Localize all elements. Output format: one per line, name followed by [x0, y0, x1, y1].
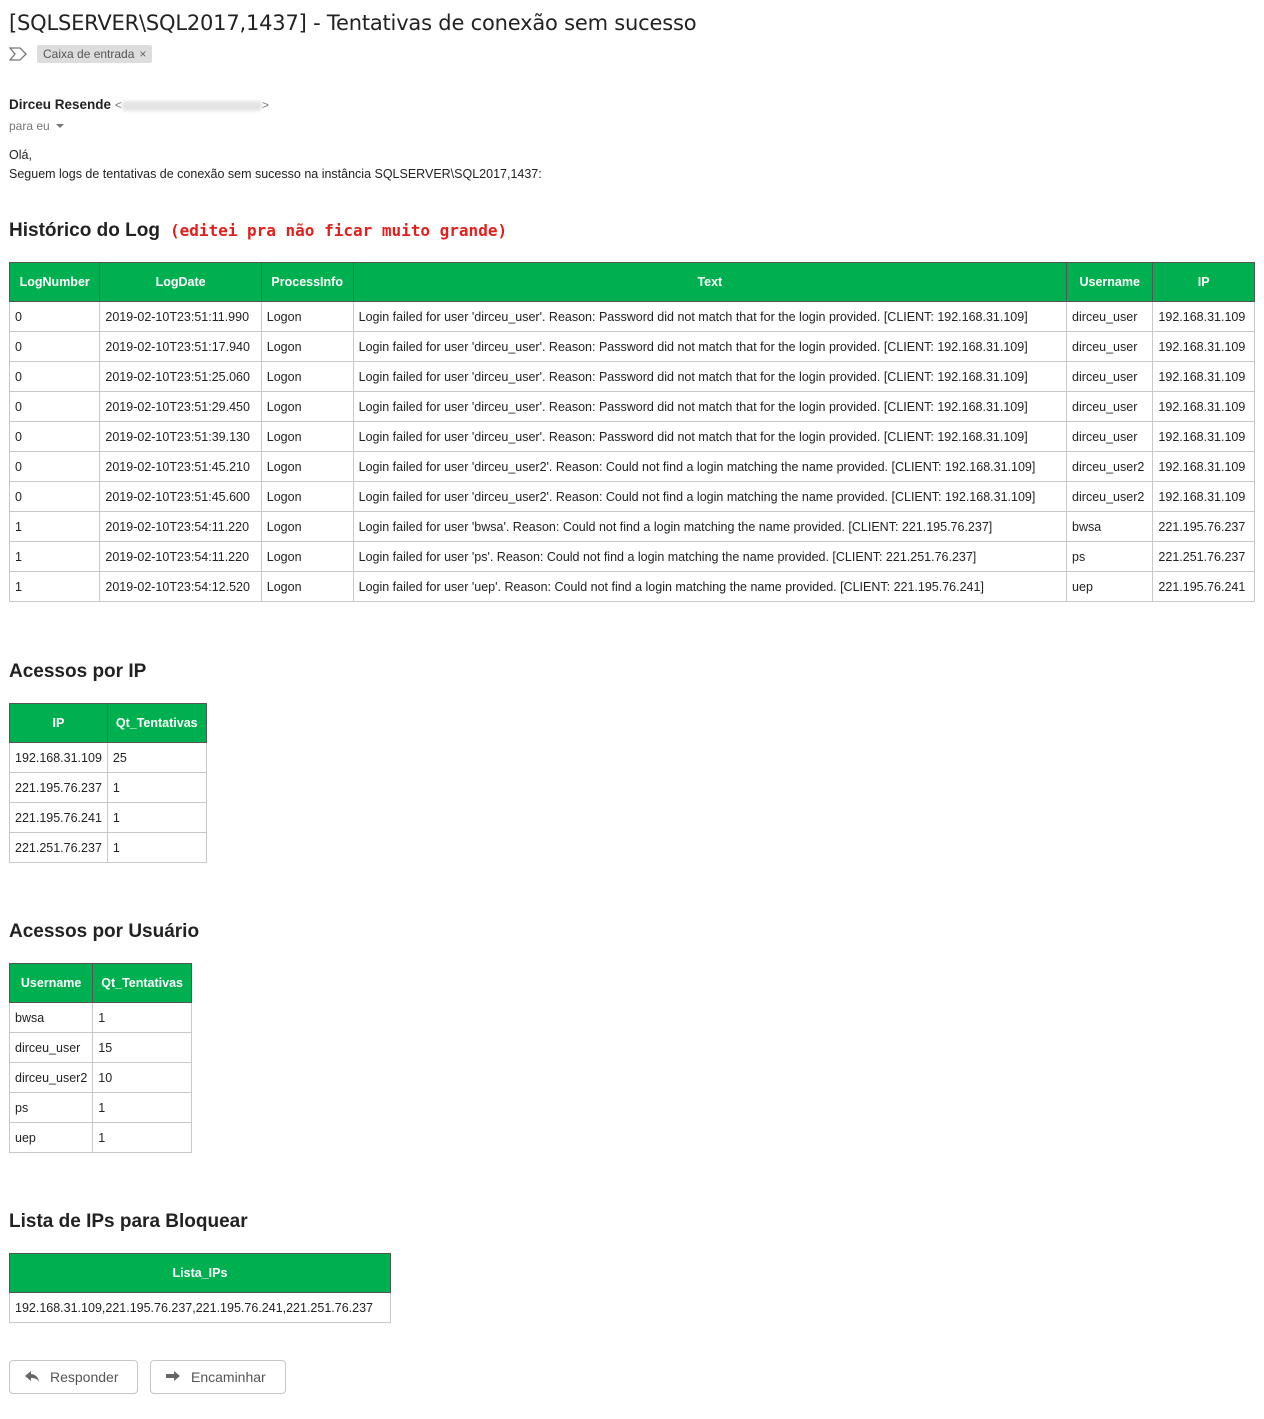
column-header: LogDate — [100, 263, 261, 302]
reply-icon — [24, 1368, 40, 1387]
table-cell: uep — [1067, 572, 1153, 602]
table-cell: Logon — [261, 512, 353, 542]
email-subject: [SQLSERVER\SQL2017,1437] - Tentativas de conexão sem sucesso — [9, 11, 697, 35]
intro-text: Seguem logs de tentativas de conexão sem sucesso na instância SQLSERVER\SQL2017,1437: — [9, 167, 542, 181]
table-cell: 2019-02-10T23:51:25.060 — [100, 362, 261, 392]
column-header: LogNumber — [10, 263, 100, 302]
importance-marker-icon[interactable] — [9, 47, 27, 61]
forward-icon — [165, 1368, 181, 1387]
table-cell: 2019-02-10T23:51:45.600 — [100, 482, 261, 512]
table-cell: 1 — [107, 833, 206, 863]
table-header-row — [10, 1254, 391, 1293]
table-cell: 0 — [10, 422, 100, 452]
table-row — [10, 512, 1255, 542]
column-header: Username — [1067, 263, 1153, 302]
recipient-line[interactable] — [9, 119, 64, 133]
reply-button[interactable] — [9, 1360, 138, 1394]
table-cell: Login failed for user 'uep'. Reason: Could not find a login matching the name provided. [CLIENT: 221.195.76.241] — [353, 572, 1066, 602]
table-cell: 192.168.31.109,221.195.76.237,221.195.76.241,221.251.76.237 — [10, 1293, 391, 1323]
table-cell: 221.251.76.237 — [10, 833, 108, 863]
table-cell: 192.168.31.109 — [1153, 302, 1255, 332]
table-cell: Login failed for user 'bwsa'. Reason: Could not find a login matching the name provided. [CLIENT: 221.195.76.237] — [353, 512, 1066, 542]
table-cell: 221.251.76.237 — [1153, 542, 1255, 572]
table-cell: 1 — [10, 512, 100, 542]
table-header-row — [10, 964, 192, 1003]
table-cell: Login failed for user 'dirceu_user'. Reason: Password did not match that for the login provided. [CLIENT: 192.168.31.109] — [353, 422, 1066, 452]
table-cell: dirceu_user — [1067, 422, 1153, 452]
column-header: Username — [10, 964, 93, 1003]
table-cell: dirceu_user2 — [1067, 482, 1153, 512]
sender-line — [9, 97, 269, 112]
table-cell: 221.195.76.237 — [1153, 512, 1255, 542]
table-cell: 192.168.31.109 — [1153, 452, 1255, 482]
table-cell: 221.195.76.241 — [1153, 572, 1255, 602]
table-cell: 2019-02-10T23:54:11.220 — [100, 512, 261, 542]
table-row — [10, 1003, 192, 1033]
table-cell: Logon — [261, 332, 353, 362]
table-cell: Login failed for user 'dirceu_user'. Reason: Password did not match that for the login provided. [CLIENT: 192.168.31.109] — [353, 362, 1066, 392]
table-cell: 0 — [10, 482, 100, 512]
log-title-text: Histórico do Log — [9, 220, 160, 241]
table-cell: 192.168.31.109 — [10, 743, 108, 773]
block-ip-table — [9, 1253, 391, 1323]
table-cell: dirceu_user2 — [10, 1063, 93, 1093]
table-cell: Login failed for user 'dirceu_user'. Reason: Password did not match that for the login provided. [CLIENT: 192.168.31.109] — [353, 332, 1066, 362]
table-row — [10, 833, 207, 863]
table-header-row — [10, 263, 1255, 302]
table-cell: 1 — [93, 1123, 192, 1153]
section-title-ip: Acessos por IP — [9, 661, 147, 682]
email-body-intro — [9, 146, 542, 184]
table-cell: 0 — [10, 452, 100, 482]
table-cell: 2019-02-10T23:54:11.220 — [100, 542, 261, 572]
table-cell: 1 — [93, 1093, 192, 1123]
ip-table — [9, 703, 207, 863]
forward-label: Encaminhar — [191, 1369, 266, 1385]
table-cell: uep — [10, 1123, 93, 1153]
table-cell: 2019-02-10T23:51:45.210 — [100, 452, 261, 482]
column-header: Qt_Tentativas — [93, 964, 192, 1003]
label-chip-inbox — [37, 45, 152, 63]
table-cell: 2019-02-10T23:51:17.940 — [100, 332, 261, 362]
table-row — [10, 1093, 192, 1123]
table-cell: Logon — [261, 362, 353, 392]
table-row — [10, 302, 1255, 332]
table-cell: dirceu_user2 — [1067, 452, 1153, 482]
table-cell: 192.168.31.109 — [1153, 422, 1255, 452]
table-row — [10, 1033, 192, 1063]
table-cell: 192.168.31.109 — [1153, 392, 1255, 422]
greeting-text: Olá, — [9, 148, 32, 162]
column-header: IP — [1153, 263, 1255, 302]
chevron-down-icon[interactable] — [56, 124, 64, 128]
table-cell: dirceu_user — [1067, 392, 1153, 422]
column-header: IP — [10, 704, 108, 743]
table-row — [10, 392, 1255, 422]
recipient-label: para eu — [9, 119, 50, 133]
table-cell: bwsa — [10, 1003, 93, 1033]
table-row — [10, 362, 1255, 392]
column-header: ProcessInfo — [261, 263, 353, 302]
table-cell: 2019-02-10T23:51:29.450 — [100, 392, 261, 422]
column-header: Text — [353, 263, 1066, 302]
table-cell: 10 — [93, 1063, 192, 1093]
table-cell: 2019-02-10T23:51:39.130 — [100, 422, 261, 452]
log-table — [9, 262, 1255, 602]
table-cell: Logon — [261, 572, 353, 602]
section-title-user: Acessos por Usuário — [9, 921, 200, 942]
table-header-row — [10, 704, 207, 743]
table-row — [10, 1123, 192, 1153]
table-cell: Logon — [261, 392, 353, 422]
table-row — [10, 332, 1255, 362]
table-cell: 1 — [93, 1003, 192, 1033]
table-cell: 0 — [10, 362, 100, 392]
table-cell: Login failed for user 'dirceu_user2'. Reason: Could not find a login matching the name provided. [CLIENT: 192.168.31.109] — [353, 452, 1066, 482]
table-cell: 1 — [107, 773, 206, 803]
table-cell: dirceu_user — [1067, 302, 1153, 332]
table-cell: 0 — [10, 392, 100, 422]
table-cell: 192.168.31.109 — [1153, 362, 1255, 392]
table-cell: Login failed for user 'ps'. Reason: Could not find a login matching the name provided. [CLIENT: 221.251.76.237] — [353, 542, 1066, 572]
table-row — [10, 482, 1255, 512]
table-row — [10, 452, 1255, 482]
sender-name: Dirceu Resende — [9, 97, 112, 112]
column-header: Lista_IPs — [10, 1254, 391, 1293]
table-cell: 1 — [10, 572, 100, 602]
table-cell: 0 — [10, 332, 100, 362]
table-cell: 221.195.76.237 — [10, 773, 108, 803]
table-cell: Logon — [261, 302, 353, 332]
redacted-email — [122, 101, 262, 111]
table-cell: dirceu_user — [1067, 332, 1153, 362]
table-row — [10, 1293, 391, 1323]
table-cell: 2019-02-10T23:54:12.520 — [100, 572, 261, 602]
sender-email: < > — [114, 98, 269, 112]
table-row — [10, 542, 1255, 572]
table-cell: Logon — [261, 482, 353, 512]
table-row — [10, 1063, 192, 1093]
table-cell: Logon — [261, 422, 353, 452]
table-cell: Logon — [261, 542, 353, 572]
table-row — [10, 803, 207, 833]
label-chip-text: Caixa de entrada — [43, 47, 135, 61]
table-cell: ps — [1067, 542, 1153, 572]
user-table — [9, 963, 192, 1153]
table-cell: Logon — [261, 452, 353, 482]
table-cell: 2019-02-10T23:51:11.990 — [100, 302, 261, 332]
reply-label: Responder — [50, 1369, 119, 1385]
table-row — [10, 773, 207, 803]
column-header: Qt_Tentativas — [107, 704, 206, 743]
forward-button[interactable] — [150, 1360, 286, 1394]
table-cell: 192.168.31.109 — [1153, 482, 1255, 512]
section-title-block: Lista de IPs para Bloquear — [9, 1211, 248, 1232]
table-cell: Login failed for user 'dirceu_user'. Reason: Password did not match that for the login provided. [CLIENT: 192.168.31.109] — [353, 392, 1066, 422]
table-cell: dirceu_user — [1067, 362, 1153, 392]
table-row — [10, 422, 1255, 452]
table-cell: bwsa — [1067, 512, 1153, 542]
table-row — [10, 743, 207, 773]
table-cell: 25 — [107, 743, 206, 773]
labels-row — [9, 45, 152, 63]
table-cell: 1 — [107, 803, 206, 833]
edit-note: (editei pra não ficar muito grande) — [169, 221, 508, 240]
close-icon[interactable]: × — [139, 47, 147, 61]
table-cell: 0 — [10, 302, 100, 332]
table-row — [10, 572, 1255, 602]
section-title-log — [9, 220, 507, 242]
table-cell: Login failed for user 'dirceu_user2'. Reason: Could not find a login matching the name provided. [CLIENT: 192.168.31.109] — [353, 482, 1066, 512]
table-cell: ps — [10, 1093, 93, 1123]
table-cell: 1 — [10, 542, 100, 572]
table-cell: 221.195.76.241 — [10, 803, 108, 833]
table-cell: 15 — [93, 1033, 192, 1063]
table-cell: 192.168.31.109 — [1153, 332, 1255, 362]
table-cell: dirceu_user — [10, 1033, 93, 1063]
table-cell: Login failed for user 'dirceu_user'. Reason: Password did not match that for the login provided. [CLIENT: 192.168.31.109] — [353, 302, 1066, 332]
